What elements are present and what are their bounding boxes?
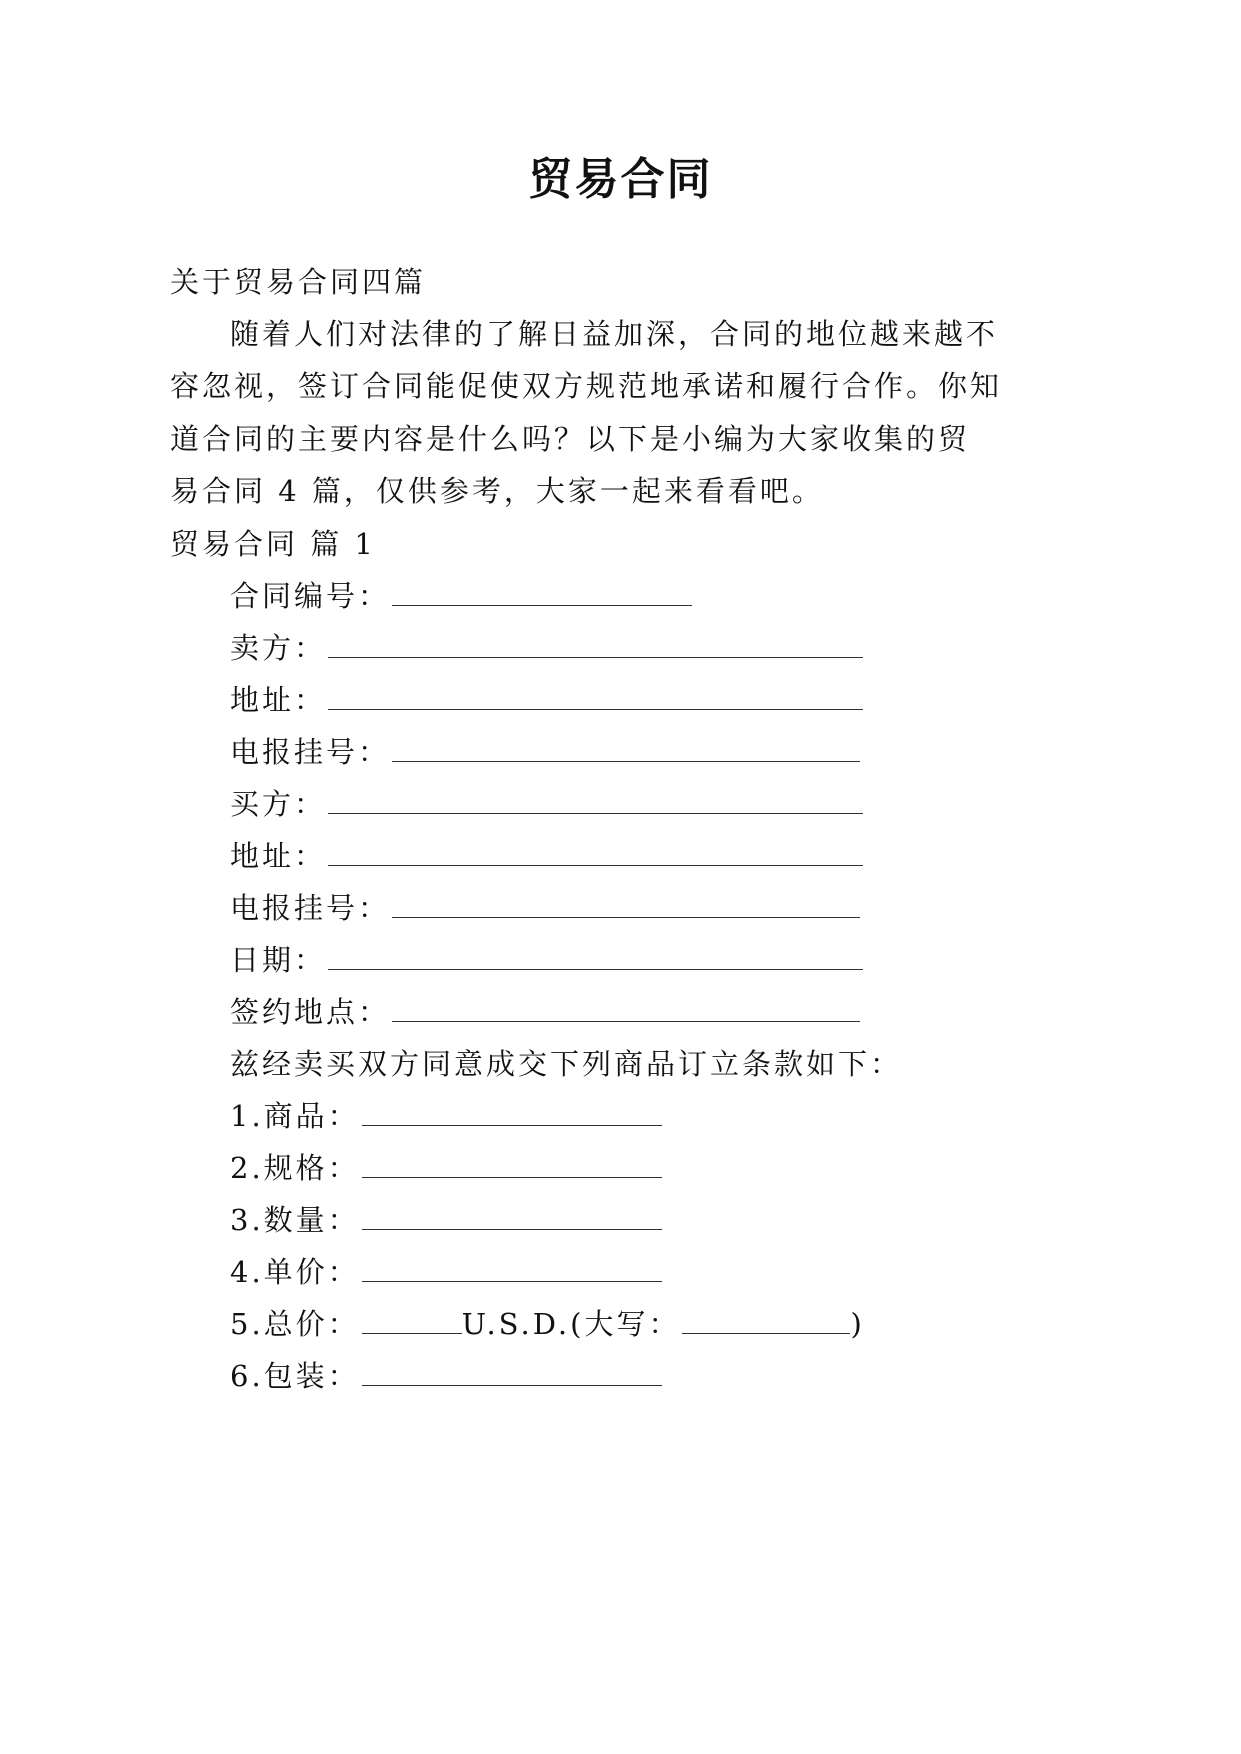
item-label: 2.规格： — [230, 1151, 360, 1185]
document-subtitle: 关于贸易合同四篇 — [170, 265, 427, 299]
fill-in-blank — [328, 945, 863, 970]
item-label: 4.单价： — [230, 1255, 360, 1289]
item-spec — [230, 1148, 662, 1188]
item-label: 1.商品： — [230, 1099, 360, 1133]
field-label: 日期： — [230, 943, 327, 977]
fill-in-blank — [362, 1205, 662, 1230]
field-label: 地址： — [230, 683, 327, 717]
fill-in-blank — [362, 1153, 662, 1178]
intro-line-3: 道合同的主要内容是什么吗？以下是小编为大家收集的贸 — [170, 422, 971, 456]
fill-in-blank — [328, 633, 863, 658]
intro-line-1: 随着人们对法律的了解日益加深，合同的地位越来越不 — [230, 317, 999, 351]
fill-in-blank — [362, 1361, 662, 1386]
field-seller-address — [230, 680, 863, 720]
fill-in-blank — [328, 841, 863, 866]
item-total-price — [230, 1304, 865, 1344]
fill-in-blank — [362, 1257, 662, 1282]
intro-line-2: 容忽视，签订合同能促使双方规范地承诺和履行合作。你知 — [170, 369, 1003, 403]
fill-in-blank — [392, 997, 860, 1022]
field-seller-cable — [230, 732, 860, 772]
fill-in-blank — [392, 893, 860, 918]
field-label: 买方： — [230, 787, 327, 821]
closing-paren: ) — [850, 1307, 865, 1341]
field-seller — [230, 628, 863, 668]
item-unit-price — [230, 1252, 662, 1292]
field-signing-place — [230, 992, 860, 1032]
fill-in-blank — [682, 1309, 850, 1334]
field-label: 签约地点： — [230, 995, 391, 1029]
field-label: 电报挂号： — [230, 891, 391, 925]
fill-in-blank — [392, 581, 692, 606]
item-label: 3.数量： — [230, 1203, 360, 1237]
field-label: 卖方： — [230, 631, 327, 665]
item-label: 5.总价： — [230, 1307, 360, 1341]
fill-in-blank — [362, 1101, 662, 1126]
field-buyer — [230, 784, 863, 824]
currency-label: U.S.D.(大写： — [461, 1307, 681, 1341]
intro-line-4: 易合同 4 篇，仅供参考，大家一起来看看吧。 — [170, 474, 824, 508]
item-packing — [230, 1356, 662, 1396]
field-buyer-address — [230, 836, 863, 876]
fill-in-blank — [362, 1309, 462, 1334]
section-heading: 贸易合同 篇 1 — [170, 527, 376, 561]
field-date — [230, 940, 863, 980]
fill-in-blank — [328, 789, 863, 814]
agreement-sentence: 兹经卖买双方同意成交下列商品订立条款如下： — [230, 1047, 903, 1081]
field-label: 电报挂号： — [230, 735, 391, 769]
item-goods — [230, 1096, 662, 1136]
document-title: 贸易合同 — [528, 154, 713, 205]
field-buyer-cable — [230, 888, 860, 928]
item-label: 6.包装： — [230, 1359, 360, 1393]
field-label: 合同编号： — [230, 579, 391, 613]
item-quantity — [230, 1200, 662, 1240]
field-label: 地址： — [230, 839, 327, 873]
fill-in-blank — [328, 685, 863, 710]
fill-in-blank — [392, 737, 860, 762]
field-contract-no — [230, 576, 692, 616]
